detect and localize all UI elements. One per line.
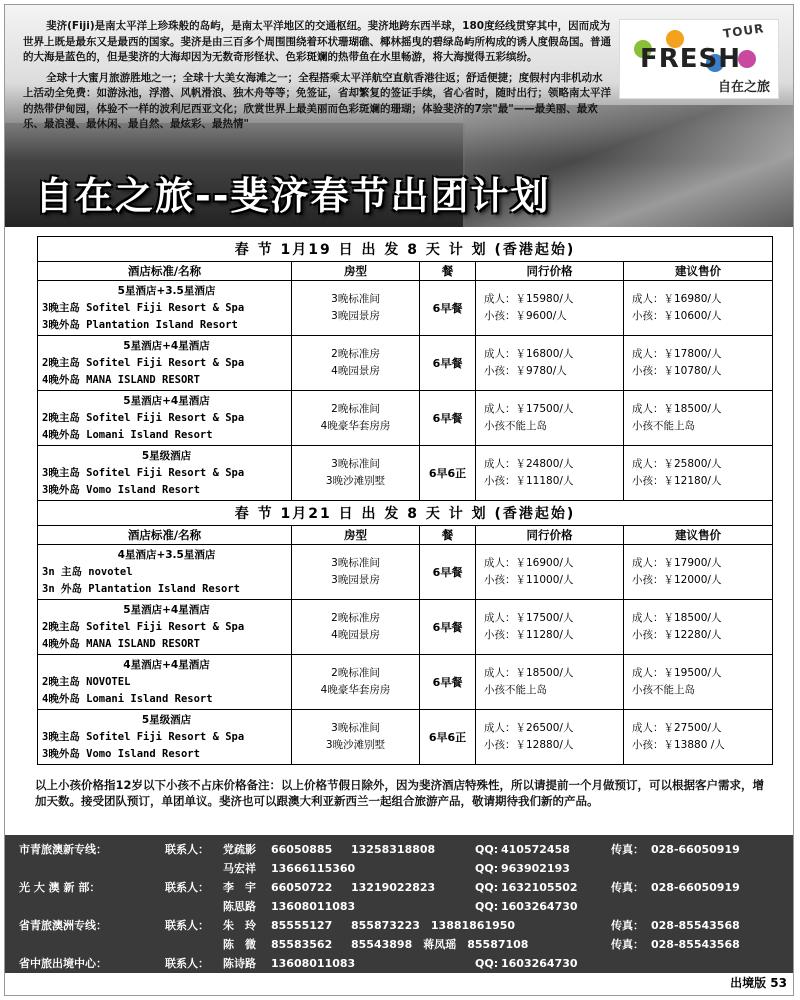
cell-line: 成人：￥18500/人 <box>632 403 722 415</box>
price-notes: 以上小孩价格指12岁以下小孩不占床价格备注：以上价格节假日除外，因为斐济酒店特殊性，所以请提前一个月做预订，可以根据客户需求，增加天数。接受团队预订，单团单议。斐济也可以跟澳大利亚新西兰一起组合旅游产品，敬请期待我们新的产品。 <box>35 778 764 808</box>
retail-price-cell <box>624 710 773 765</box>
cell-line: 成人：￥17500/人 <box>484 612 574 624</box>
contact-fax-label: 传真： <box>611 881 644 894</box>
contact-label: 联系人： <box>165 881 209 894</box>
cell-line: 5星酒店+3.5星酒店 <box>117 284 216 297</box>
contact-fax-label: 传真： <box>611 938 644 951</box>
contact-name: 陈诗路 <box>223 957 256 970</box>
contact-mobile: 85543898 蒋凤瑶 85587108 <box>351 938 529 951</box>
cell-line: 小孩：￥11180/人 <box>484 475 574 487</box>
logo-fresh-text: FRESH <box>640 44 742 74</box>
cell-line: 成人：￥18500/人 <box>484 667 574 679</box>
contact-fax: 028-85543568 <box>651 919 740 932</box>
column-header-row <box>38 526 773 545</box>
cell-line: 小孩：￥11280/人 <box>484 629 574 641</box>
column-header: 房型 <box>292 526 420 545</box>
contact-dept: 省青旅澳洲专线： <box>19 919 107 932</box>
intro-paragraph-2: 全球十大蜜月旅游胜地之一；全球十大美女海滩之一；全程搭乘太平洋航空直航香港往返；舒适便捷；度假村内非机动水上活动全免费：如游泳池，浮潜、风帆滑浪、独木舟等等；免签证，省却繁复的签证手续，省心省时，随时出行；领略南太平洋的热带伊甸园，体验不一样的波利尼西亚文化；欣赏世界上最美丽而色彩斑斓的珊瑚；体验斐济的7宗"最"——最美丽、最欢乐、最浪漫、最休闲、最自然、最炫彩、最热情" <box>23 71 611 130</box>
peer-price-cell <box>476 446 624 501</box>
cell-line: 3晚标准间 <box>331 458 380 470</box>
hotel-cell <box>38 446 292 501</box>
section-title-row <box>38 237 773 262</box>
contact-fax: 028-66050919 <box>651 843 740 856</box>
contact-fax-label: 传真： <box>611 843 644 856</box>
hotel-cell <box>38 710 292 765</box>
cell-line: 成人：￥17500/人 <box>484 403 574 415</box>
cell-line: 小孩：￥10780/人 <box>632 365 722 377</box>
cell-line: 2晚标准间 <box>331 667 380 679</box>
cell-line: 3晚沙滩别墅 <box>325 475 386 487</box>
contact-name: 党疏影 <box>223 843 256 856</box>
retail-price-cell <box>624 336 773 391</box>
peer-price-cell <box>476 281 624 336</box>
contact-label: 联系人： <box>165 957 209 970</box>
cell-line: 2晚主岛 NOVOTEL <box>42 675 131 688</box>
room-cell <box>292 336 420 391</box>
meal-cell: 6早餐 <box>420 600 476 655</box>
column-header: 餐 <box>420 526 476 545</box>
cell-line: 4晚豪华套房房 <box>320 684 391 696</box>
logo-cn-text: 自在之旅 <box>717 80 770 95</box>
cell-line: 小孩：￥13880 /人 <box>632 739 725 751</box>
cell-line: 4晚园景房 <box>331 365 380 377</box>
contact-qq-label: QQ: <box>475 862 499 875</box>
hotel-cell <box>38 391 292 446</box>
cell-line: 3晚外岛 Vomo Island Resort <box>42 747 200 760</box>
cell-line: 小孩：￥12880/人 <box>484 739 574 751</box>
contact-name: 朱 玲 <box>223 919 256 932</box>
room-cell <box>292 446 420 501</box>
cell-line: 2晚标准间 <box>331 403 380 415</box>
retail-price-cell <box>624 600 773 655</box>
retail-price-cell <box>624 545 773 600</box>
contact-mobile: 13219022823 <box>351 881 436 894</box>
table-row <box>38 336 773 391</box>
cell-line: 成人：￥16800/人 <box>484 348 574 360</box>
cell-line: 成人：￥17900/人 <box>632 557 722 569</box>
cell-line: 3晚主岛 Sofitel Fiji Resort & Spa <box>42 301 245 314</box>
cell-line: 5星酒店+4星酒店 <box>123 339 210 352</box>
column-header: 房型 <box>292 262 420 281</box>
contact-qq: 1603264730 <box>501 900 578 913</box>
peer-price-cell <box>476 710 624 765</box>
cell-line: 小孩：￥12000/人 <box>632 574 722 586</box>
cell-line: 3晚园景房 <box>331 310 380 322</box>
cell-line: 5星级酒店 <box>141 713 192 726</box>
contact-tel: 13608011083 <box>271 957 356 970</box>
cell-line: 成人：￥15980/人 <box>484 293 574 305</box>
column-header-row <box>38 262 773 281</box>
column-header: 建议售价 <box>624 526 773 545</box>
contact-qq: 1632105502 <box>501 881 578 894</box>
cell-line: 3n 外岛 Plantation Island Resort <box>42 582 241 595</box>
room-cell <box>292 710 420 765</box>
contact-qq-label: QQ: <box>475 900 499 913</box>
cell-line: 成人：￥26500/人 <box>484 722 574 734</box>
hotel-cell <box>38 336 292 391</box>
meal-cell: 6早餐 <box>420 545 476 600</box>
meal-cell: 6早餐 <box>420 281 476 336</box>
column-header: 酒店标准/名称 <box>38 526 292 545</box>
contact-tel: 85555127 <box>271 919 333 932</box>
contact-qq-label: QQ: <box>475 881 499 894</box>
cell-line: 成人：￥27500/人 <box>632 722 722 734</box>
hotel-cell <box>38 600 292 655</box>
cell-line: 2晚标准房 <box>331 348 380 360</box>
meal-cell: 6早餐 <box>420 655 476 710</box>
retail-price-cell <box>624 391 773 446</box>
contact-name: 李 宇 <box>223 881 256 894</box>
cell-line: 3晚主岛 Sofitel Fiji Resort & Spa <box>42 730 245 743</box>
cell-line: 2晚主岛 Sofitel Fiji Resort & Spa <box>42 356 245 369</box>
contact-label: 联系人： <box>165 843 209 856</box>
cell-line: 3晚标准间 <box>331 557 380 569</box>
contact-qq-label: QQ: <box>475 957 499 970</box>
table-row <box>38 600 773 655</box>
cell-line: 小孩：￥9780/人 <box>484 365 567 377</box>
column-header: 同行价格 <box>476 262 624 281</box>
cell-line: 3晚主岛 Sofitel Fiji Resort & Spa <box>42 466 245 479</box>
contact-qq: 963902193 <box>501 862 570 875</box>
brochure-page <box>4 4 794 996</box>
cell-line: 小孩不能上岛 <box>632 420 695 432</box>
meal-cell: 6早餐 <box>420 391 476 446</box>
room-cell <box>292 391 420 446</box>
peer-price-cell <box>476 655 624 710</box>
cell-line: 2晚标准房 <box>331 612 380 624</box>
cell-line: 5星级酒店 <box>141 449 192 462</box>
contact-tel: 66050722 <box>271 881 333 894</box>
cell-line: 小孩不能上岛 <box>632 684 695 696</box>
contact-name: 马宏祥 <box>223 862 256 875</box>
contact-dept: 市青旅澳新专线： <box>19 843 107 856</box>
contact-fax: 028-85543568 <box>651 938 740 951</box>
contact-panel <box>5 835 793 973</box>
table-row <box>38 655 773 710</box>
itinerary-tables <box>37 236 772 765</box>
cell-line: 4晚外岛 MANA ISLAND RESORT <box>42 637 200 650</box>
intro-paragraph-1: 斐济(Fiji)是南太平洋上珍珠般的岛屿，是南太平洋地区的交通枢纽。斐济地跨东西半球，180度经线贯穿其中，因而成为世界上既是最东又是最西的国家。斐济是由三百多个周围围绕着环状珊瑚礁、椰林摇曳的碧绿岛屿所构成的诱人度假岛国。普通的大海是蓝色的，但是斐济的大海却因为无数奇形怪状、色彩斑斓的热带鱼在水里畅游，将大海搅得五彩缤纷。 <box>23 20 611 63</box>
cell-line: 4星酒店+3.5星酒店 <box>117 548 216 561</box>
cell-line: 成人：￥17800/人 <box>632 348 722 360</box>
contact-tel: 13666115360 <box>271 862 356 875</box>
cell-line: 3晚标准间 <box>331 722 380 734</box>
cell-line: 3晚园景房 <box>331 574 380 586</box>
cell-line: 3晚标准间 <box>331 293 380 305</box>
column-header: 同行价格 <box>476 526 624 545</box>
table-row <box>38 710 773 765</box>
price-table-body <box>38 237 773 765</box>
contact-qq-label: QQ: <box>475 843 499 856</box>
cell-line: 4晚豪华套房房 <box>320 420 391 432</box>
contact-fax-label: 传真： <box>611 919 644 932</box>
contact-tel: 66050885 <box>271 843 333 856</box>
cell-line: 小孩：￥10600/人 <box>632 310 722 322</box>
contact-tel: 85583562 <box>271 938 333 951</box>
cell-line: 5星酒店+4星酒店 <box>123 603 210 616</box>
cell-line: 3晚外岛 Plantation Island Resort <box>42 318 238 331</box>
fresh-tour-logo <box>619 19 779 99</box>
table-row <box>38 281 773 336</box>
contact-fax: 028-66050919 <box>651 881 740 894</box>
page-number: 出境版 53 <box>730 976 787 990</box>
column-header: 餐 <box>420 262 476 281</box>
cell-line: 4晚园景房 <box>331 629 380 641</box>
contact-label: 联系人： <box>165 919 209 932</box>
table-row <box>38 545 773 600</box>
section-title: 春 节 1月21 日 出 发 8 天 计 划 (香港起始) <box>38 501 773 526</box>
contact-dept: 省中旅出境中心： <box>19 957 107 970</box>
cell-line: 2晚主岛 Sofitel Fiji Resort & Spa <box>42 411 245 424</box>
cell-line: 小孩：￥12280/人 <box>632 629 722 641</box>
room-cell <box>292 545 420 600</box>
contact-qq: 410572458 <box>501 843 570 856</box>
peer-price-cell <box>476 336 624 391</box>
table-row <box>38 391 773 446</box>
peer-price-cell <box>476 600 624 655</box>
contact-tel: 13608011083 <box>271 900 356 913</box>
contact-name: 陈思路 <box>223 900 256 913</box>
cell-line: 4晚外岛 Lomani Island Resort <box>42 692 213 705</box>
section-title-row <box>38 501 773 526</box>
retail-price-cell <box>624 281 773 336</box>
meal-cell: 6早6正 <box>420 446 476 501</box>
cell-line: 小孩不能上岛 <box>484 420 547 432</box>
cell-line: 2晚主岛 Sofitel Fiji Resort & Spa <box>42 620 245 633</box>
contact-mobile: 13258318808 <box>351 843 436 856</box>
hotel-cell <box>38 545 292 600</box>
hotel-cell <box>38 655 292 710</box>
section-title: 春 节 1月19 日 出 发 8 天 计 划 (香港起始) <box>38 237 773 262</box>
retail-price-cell <box>624 446 773 501</box>
cell-line: 成人：￥18500/人 <box>632 612 722 624</box>
intro-text <box>23 19 611 133</box>
cell-line: 5星酒店+4星酒店 <box>123 394 210 407</box>
contact-dept: 光 大 澳 新 部： <box>19 881 101 894</box>
hotel-cell <box>38 281 292 336</box>
cell-line: 4晚外岛 MANA ISLAND RESORT <box>42 373 200 386</box>
cell-line: 成人：￥16900/人 <box>484 557 574 569</box>
cell-line: 小孩：￥12180/人 <box>632 475 722 487</box>
room-cell <box>292 600 420 655</box>
peer-price-cell <box>476 545 624 600</box>
cell-line: 成人：￥19500/人 <box>632 667 722 679</box>
cell-line: 3晚沙滩别墅 <box>325 739 386 751</box>
cell-line: 小孩：￥9600/人 <box>484 310 567 322</box>
cell-line: 3n 主岛 novotel <box>42 565 133 578</box>
cell-line: 小孩不能上岛 <box>484 684 547 696</box>
meal-cell: 6早餐 <box>420 336 476 391</box>
cell-line: 小孩：￥11000/人 <box>484 574 574 586</box>
room-cell <box>292 281 420 336</box>
price-table <box>37 236 773 765</box>
page-title: 自在之旅--斐济春节出团计划 <box>35 174 551 218</box>
cell-line: 4星酒店+4星酒店 <box>123 658 210 671</box>
column-header: 建议售价 <box>624 262 773 281</box>
meal-cell: 6早6正 <box>420 710 476 765</box>
contact-mobile: 855873223 13881861950 <box>351 919 516 932</box>
header-banner <box>5 5 793 227</box>
table-row <box>38 446 773 501</box>
cell-line: 成人：￥24800/人 <box>484 458 574 470</box>
room-cell <box>292 655 420 710</box>
column-header: 酒店标准/名称 <box>38 262 292 281</box>
cell-line: 4晚外岛 Lomani Island Resort <box>42 428 213 441</box>
contact-qq: 1603264730 <box>501 957 578 970</box>
cell-line: 成人：￥16980/人 <box>632 293 722 305</box>
retail-price-cell <box>624 655 773 710</box>
peer-price-cell <box>476 391 624 446</box>
logo-tour-text: TOUR <box>721 21 765 41</box>
cell-line: 3晚外岛 Vomo Island Resort <box>42 483 200 496</box>
cell-line: 成人：￥25800/人 <box>632 458 722 470</box>
contact-name: 陈 微 <box>223 938 256 951</box>
